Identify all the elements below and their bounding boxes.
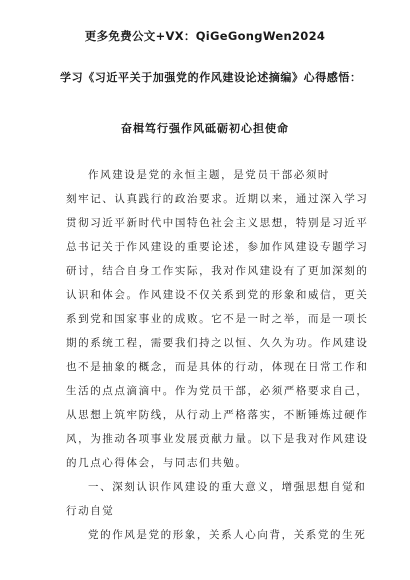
body-line: 的几点心得体会，与同志们共勉。	[66, 457, 248, 469]
watermark-header: 更多免费公文+VX：QiGeGongWen2024	[84, 29, 326, 43]
body-line: 总书记关于作风建设的重要论述，参加作风建设专题学习	[66, 241, 369, 253]
body-line: 生活的点点滴滴中。作为党员干部，必须严格要求自己，	[66, 385, 369, 397]
body-line: 期的系统工程，需要我们持之以恒、久久为功。作风建设	[66, 337, 369, 349]
body-line: 党的作风是党的形象，关系人心向背，关系党的生死	[88, 529, 367, 541]
body-line: 刻牢记、认真践行的政治要求。近期以来，通过深入学习	[66, 193, 369, 205]
section-heading-line: 行动自觉	[66, 505, 115, 517]
document-title: 学习《习近平关于加强党的作风建设论述摘编》心得感悟：	[60, 71, 362, 84]
body-line: 贯彻习近平新时代中国特色社会主义思想，特别是习近平	[66, 217, 369, 229]
body-line: 从思想上筑牢防线，从行动上严格落实，不断锤炼过硬作	[66, 409, 369, 421]
body-line: 认识和体会。作风建设不仅关系到党的形象和威信，更关	[66, 289, 369, 301]
body-line: 作风建设是党的永恒主题，是党员干部必须时	[88, 169, 330, 181]
body-line: 系到党和国家事业的成败。它不是一时之举，而是一项长	[66, 313, 369, 325]
body-line: 研讨，结合自身工作实际，我对作风建设有了更加深刻的	[66, 265, 369, 277]
section-heading-line: 一、深刻认识作风建设的重大意义，增强思想自觉和	[88, 481, 367, 493]
document-subtitle: 奋楫笃行强作风砥砺初心担使命	[121, 122, 289, 135]
body-line: 风，为推动各项事业发展贡献力量。以下是我对作风建设	[66, 433, 369, 445]
body-line: 也不是抽象的概念，而是具体的行动，体现在日常工作和	[66, 361, 369, 373]
